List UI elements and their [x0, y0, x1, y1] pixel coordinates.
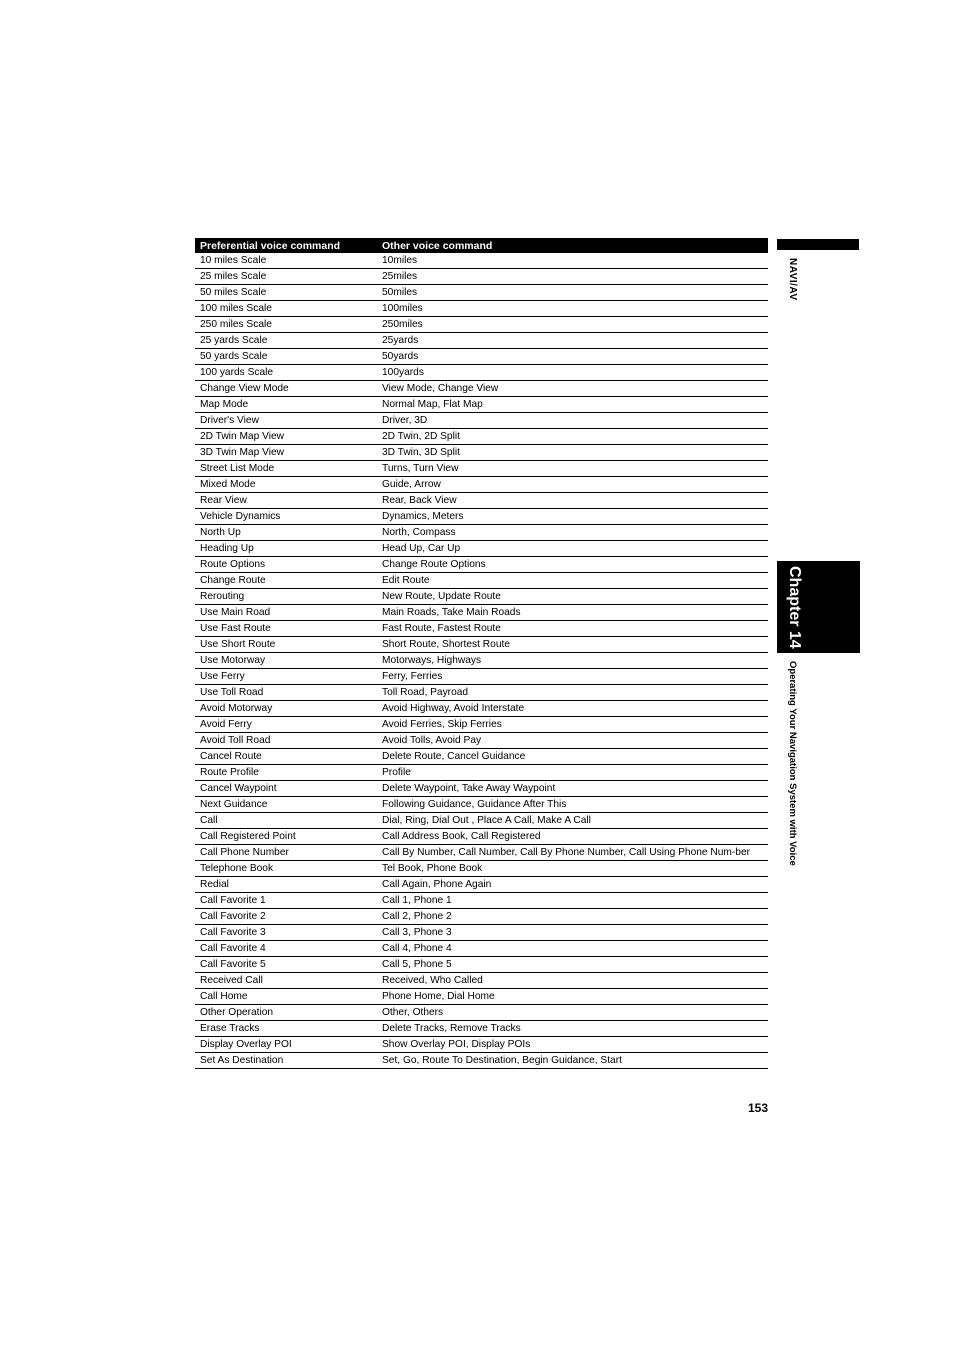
other-command-cell: Tel Book, Phone Book — [377, 861, 768, 877]
table-row — [195, 893, 768, 909]
table-row — [195, 637, 768, 653]
table-row — [195, 813, 768, 829]
preferential-command-cell: Map Mode — [195, 397, 377, 413]
table-row — [195, 861, 768, 877]
table-row — [195, 413, 768, 429]
column-header-other: Other voice command — [377, 238, 768, 253]
preferential-command-cell: Other Operation — [195, 1005, 377, 1021]
table-row — [195, 365, 768, 381]
preferential-command-cell: Route Profile — [195, 765, 377, 781]
other-command-cell: Head Up, Car Up — [377, 541, 768, 557]
table-row — [195, 749, 768, 765]
preferential-command-cell: Use Short Route — [195, 637, 377, 653]
preferential-command-cell: Use Ferry — [195, 669, 377, 685]
table-row — [195, 1037, 768, 1053]
preferential-command-cell: Use Main Road — [195, 605, 377, 621]
other-command-cell: 10miles — [377, 253, 768, 269]
section-tab-label: NAVI/AV — [787, 258, 798, 301]
other-command-cell: Call 2, Phone 2 — [377, 909, 768, 925]
table-row — [195, 525, 768, 541]
table-row — [195, 685, 768, 701]
other-command-cell: Dial, Ring, Dial Out , Place A Call, Make A Call — [377, 813, 768, 829]
table-row — [195, 1053, 768, 1069]
other-command-cell: 25miles — [377, 269, 768, 285]
preferential-command-cell: Next Guidance — [195, 797, 377, 813]
preferential-command-cell: 100 yards Scale — [195, 365, 377, 381]
table-row — [195, 333, 768, 349]
preferential-command-cell: Route Options — [195, 557, 377, 573]
preferential-command-cell: Call — [195, 813, 377, 829]
preferential-command-cell: North Up — [195, 525, 377, 541]
other-command-cell: Call Address Book, Call Registered — [377, 829, 768, 845]
table-row — [195, 973, 768, 989]
table-row — [195, 493, 768, 509]
preferential-command-cell: Display Overlay POI — [195, 1037, 377, 1053]
table-row — [195, 349, 768, 365]
table-row — [195, 253, 768, 269]
preferential-command-cell: 25 yards Scale — [195, 333, 377, 349]
other-command-cell: 50miles — [377, 285, 768, 301]
other-command-cell: Rear, Back View — [377, 493, 768, 509]
other-command-cell: Other, Others — [377, 1005, 768, 1021]
other-command-cell: 100miles — [377, 301, 768, 317]
preferential-command-cell: Call Registered Point — [195, 829, 377, 845]
table-row — [195, 381, 768, 397]
other-command-cell: Call 1, Phone 1 — [377, 893, 768, 909]
table-row — [195, 301, 768, 317]
other-command-cell: Ferry, Ferries — [377, 669, 768, 685]
table-row — [195, 397, 768, 413]
other-command-cell: Normal Map, Flat Map — [377, 397, 768, 413]
chapter-label: Chapter 14 — [786, 566, 803, 649]
table-row — [195, 957, 768, 973]
preferential-command-cell: 2D Twin Map View — [195, 429, 377, 445]
preferential-command-cell: Rear View — [195, 493, 377, 509]
other-command-cell: Phone Home, Dial Home — [377, 989, 768, 1005]
other-command-cell: Avoid Tolls, Avoid Pay — [377, 733, 768, 749]
preferential-command-cell: Telephone Book — [195, 861, 377, 877]
preferential-command-cell: 3D Twin Map View — [195, 445, 377, 461]
table-row — [195, 557, 768, 573]
table-row — [195, 429, 768, 445]
table-row — [195, 845, 768, 861]
table-row — [195, 445, 768, 461]
table-row — [195, 461, 768, 477]
preferential-command-cell: Street List Mode — [195, 461, 377, 477]
other-command-cell: Set, Go, Route To Destination, Begin Guidance, Start — [377, 1053, 768, 1069]
table-row — [195, 781, 768, 797]
other-command-cell: Show Overlay POI, Display POIs — [377, 1037, 768, 1053]
preferential-command-cell: Cancel Route — [195, 749, 377, 765]
table-row — [195, 1021, 768, 1037]
other-command-cell: Fast Route, Fastest Route — [377, 621, 768, 637]
preferential-command-cell: Change View Mode — [195, 381, 377, 397]
column-header-preferential: Preferential voice command — [195, 238, 377, 253]
table-row — [195, 269, 768, 285]
other-command-cell: Toll Road, Payroad — [377, 685, 768, 701]
preferential-command-cell: 100 miles Scale — [195, 301, 377, 317]
other-command-cell: Motorways, Highways — [377, 653, 768, 669]
preferential-command-cell: Rerouting — [195, 589, 377, 605]
preferential-command-cell: Avoid Toll Road — [195, 733, 377, 749]
other-command-cell: 250miles — [377, 317, 768, 333]
table-row — [195, 317, 768, 333]
other-command-cell: North, Compass — [377, 525, 768, 541]
table-row — [195, 925, 768, 941]
other-command-cell: Edit Route — [377, 573, 768, 589]
other-command-cell: Driver, 3D — [377, 413, 768, 429]
preferential-command-cell: Avoid Ferry — [195, 717, 377, 733]
preferential-command-cell: Change Route — [195, 573, 377, 589]
preferential-command-cell: Call Favorite 3 — [195, 925, 377, 941]
other-command-cell: 2D Twin, 2D Split — [377, 429, 768, 445]
other-command-cell: Call 4, Phone 4 — [377, 941, 768, 957]
preferential-command-cell: Call Phone Number — [195, 845, 377, 861]
other-command-cell: Avoid Ferries, Skip Ferries — [377, 717, 768, 733]
preferential-command-cell: Call Favorite 4 — [195, 941, 377, 957]
table-row — [195, 733, 768, 749]
preferential-command-cell: Call Favorite 5 — [195, 957, 377, 973]
table-row — [195, 941, 768, 957]
table-row — [195, 1005, 768, 1021]
preferential-command-cell: Set As Destination — [195, 1053, 377, 1069]
preferential-command-cell: 25 miles Scale — [195, 269, 377, 285]
other-command-cell: New Route, Update Route — [377, 589, 768, 605]
other-command-cell: Delete Waypoint, Take Away Waypoint — [377, 781, 768, 797]
other-command-cell: Turns, Turn View — [377, 461, 768, 477]
other-command-cell: 3D Twin, 3D Split — [377, 445, 768, 461]
table-row — [195, 765, 768, 781]
table-row — [195, 669, 768, 685]
table-row — [195, 797, 768, 813]
table-row — [195, 285, 768, 301]
table-row — [195, 653, 768, 669]
other-command-cell: 25yards — [377, 333, 768, 349]
other-command-cell: Avoid Highway, Avoid Interstate — [377, 701, 768, 717]
table-row — [195, 701, 768, 717]
table-row — [195, 717, 768, 733]
preferential-command-cell: Use Motorway — [195, 653, 377, 669]
other-command-cell: Short Route, Shortest Route — [377, 637, 768, 653]
other-command-cell: Delete Route, Cancel Guidance — [377, 749, 768, 765]
table-header-row — [195, 238, 768, 253]
other-command-cell: Call 3, Phone 3 — [377, 925, 768, 941]
table-row — [195, 509, 768, 525]
preferential-command-cell: Received Call — [195, 973, 377, 989]
other-command-cell: 50yards — [377, 349, 768, 365]
voice-command-table — [195, 238, 768, 1069]
chapter-title: Operating Your Navigation System with Voice — [787, 661, 798, 866]
preferential-command-cell: Heading Up — [195, 541, 377, 557]
other-command-cell: Received, Who Called — [377, 973, 768, 989]
preferential-command-cell: 50 yards Scale — [195, 349, 377, 365]
table-row — [195, 877, 768, 893]
table-row — [195, 605, 768, 621]
table-row — [195, 477, 768, 493]
preferential-command-cell: Driver's View — [195, 413, 377, 429]
table-row — [195, 541, 768, 557]
preferential-command-cell: Call Home — [195, 989, 377, 1005]
other-command-cell: Profile — [377, 765, 768, 781]
other-command-cell: Call Again, Phone Again — [377, 877, 768, 893]
other-command-cell: Dynamics, Meters — [377, 509, 768, 525]
preferential-command-cell: Erase Tracks — [195, 1021, 377, 1037]
table-row — [195, 573, 768, 589]
preferential-command-cell: Call Favorite 2 — [195, 909, 377, 925]
other-command-cell: Call By Number, Call Number, Call By Phone Number, Call Using Phone Num-ber — [377, 845, 768, 861]
preferential-command-cell: Redial — [195, 877, 377, 893]
other-command-cell: 100yards — [377, 365, 768, 381]
preferential-command-cell: Call Favorite 1 — [195, 893, 377, 909]
preferential-command-cell: Use Fast Route — [195, 621, 377, 637]
preferential-command-cell: Use Toll Road — [195, 685, 377, 701]
preferential-command-cell: Cancel Waypoint — [195, 781, 377, 797]
other-command-cell: Main Roads, Take Main Roads — [377, 605, 768, 621]
table-body — [195, 253, 768, 1069]
table-row — [195, 829, 768, 845]
other-command-cell: Following Guidance, Guidance After This — [377, 797, 768, 813]
other-command-cell: Call 5, Phone 5 — [377, 957, 768, 973]
preferential-command-cell: 50 miles Scale — [195, 285, 377, 301]
other-command-cell: Change Route Options — [377, 557, 768, 573]
preferential-command-cell: Mixed Mode — [195, 477, 377, 493]
table-row — [195, 909, 768, 925]
top-section-bar — [777, 239, 859, 250]
preferential-command-cell: 250 miles Scale — [195, 317, 377, 333]
preferential-command-cell: Vehicle Dynamics — [195, 509, 377, 525]
other-command-cell: View Mode, Change View — [377, 381, 768, 397]
other-command-cell: Delete Tracks, Remove Tracks — [377, 1021, 768, 1037]
table-row — [195, 589, 768, 605]
page-number: 153 — [747, 1101, 768, 1115]
table-row — [195, 989, 768, 1005]
preferential-command-cell: Avoid Motorway — [195, 701, 377, 717]
other-command-cell: Guide, Arrow — [377, 477, 768, 493]
table-row — [195, 621, 768, 637]
preferential-command-cell: 10 miles Scale — [195, 253, 377, 269]
